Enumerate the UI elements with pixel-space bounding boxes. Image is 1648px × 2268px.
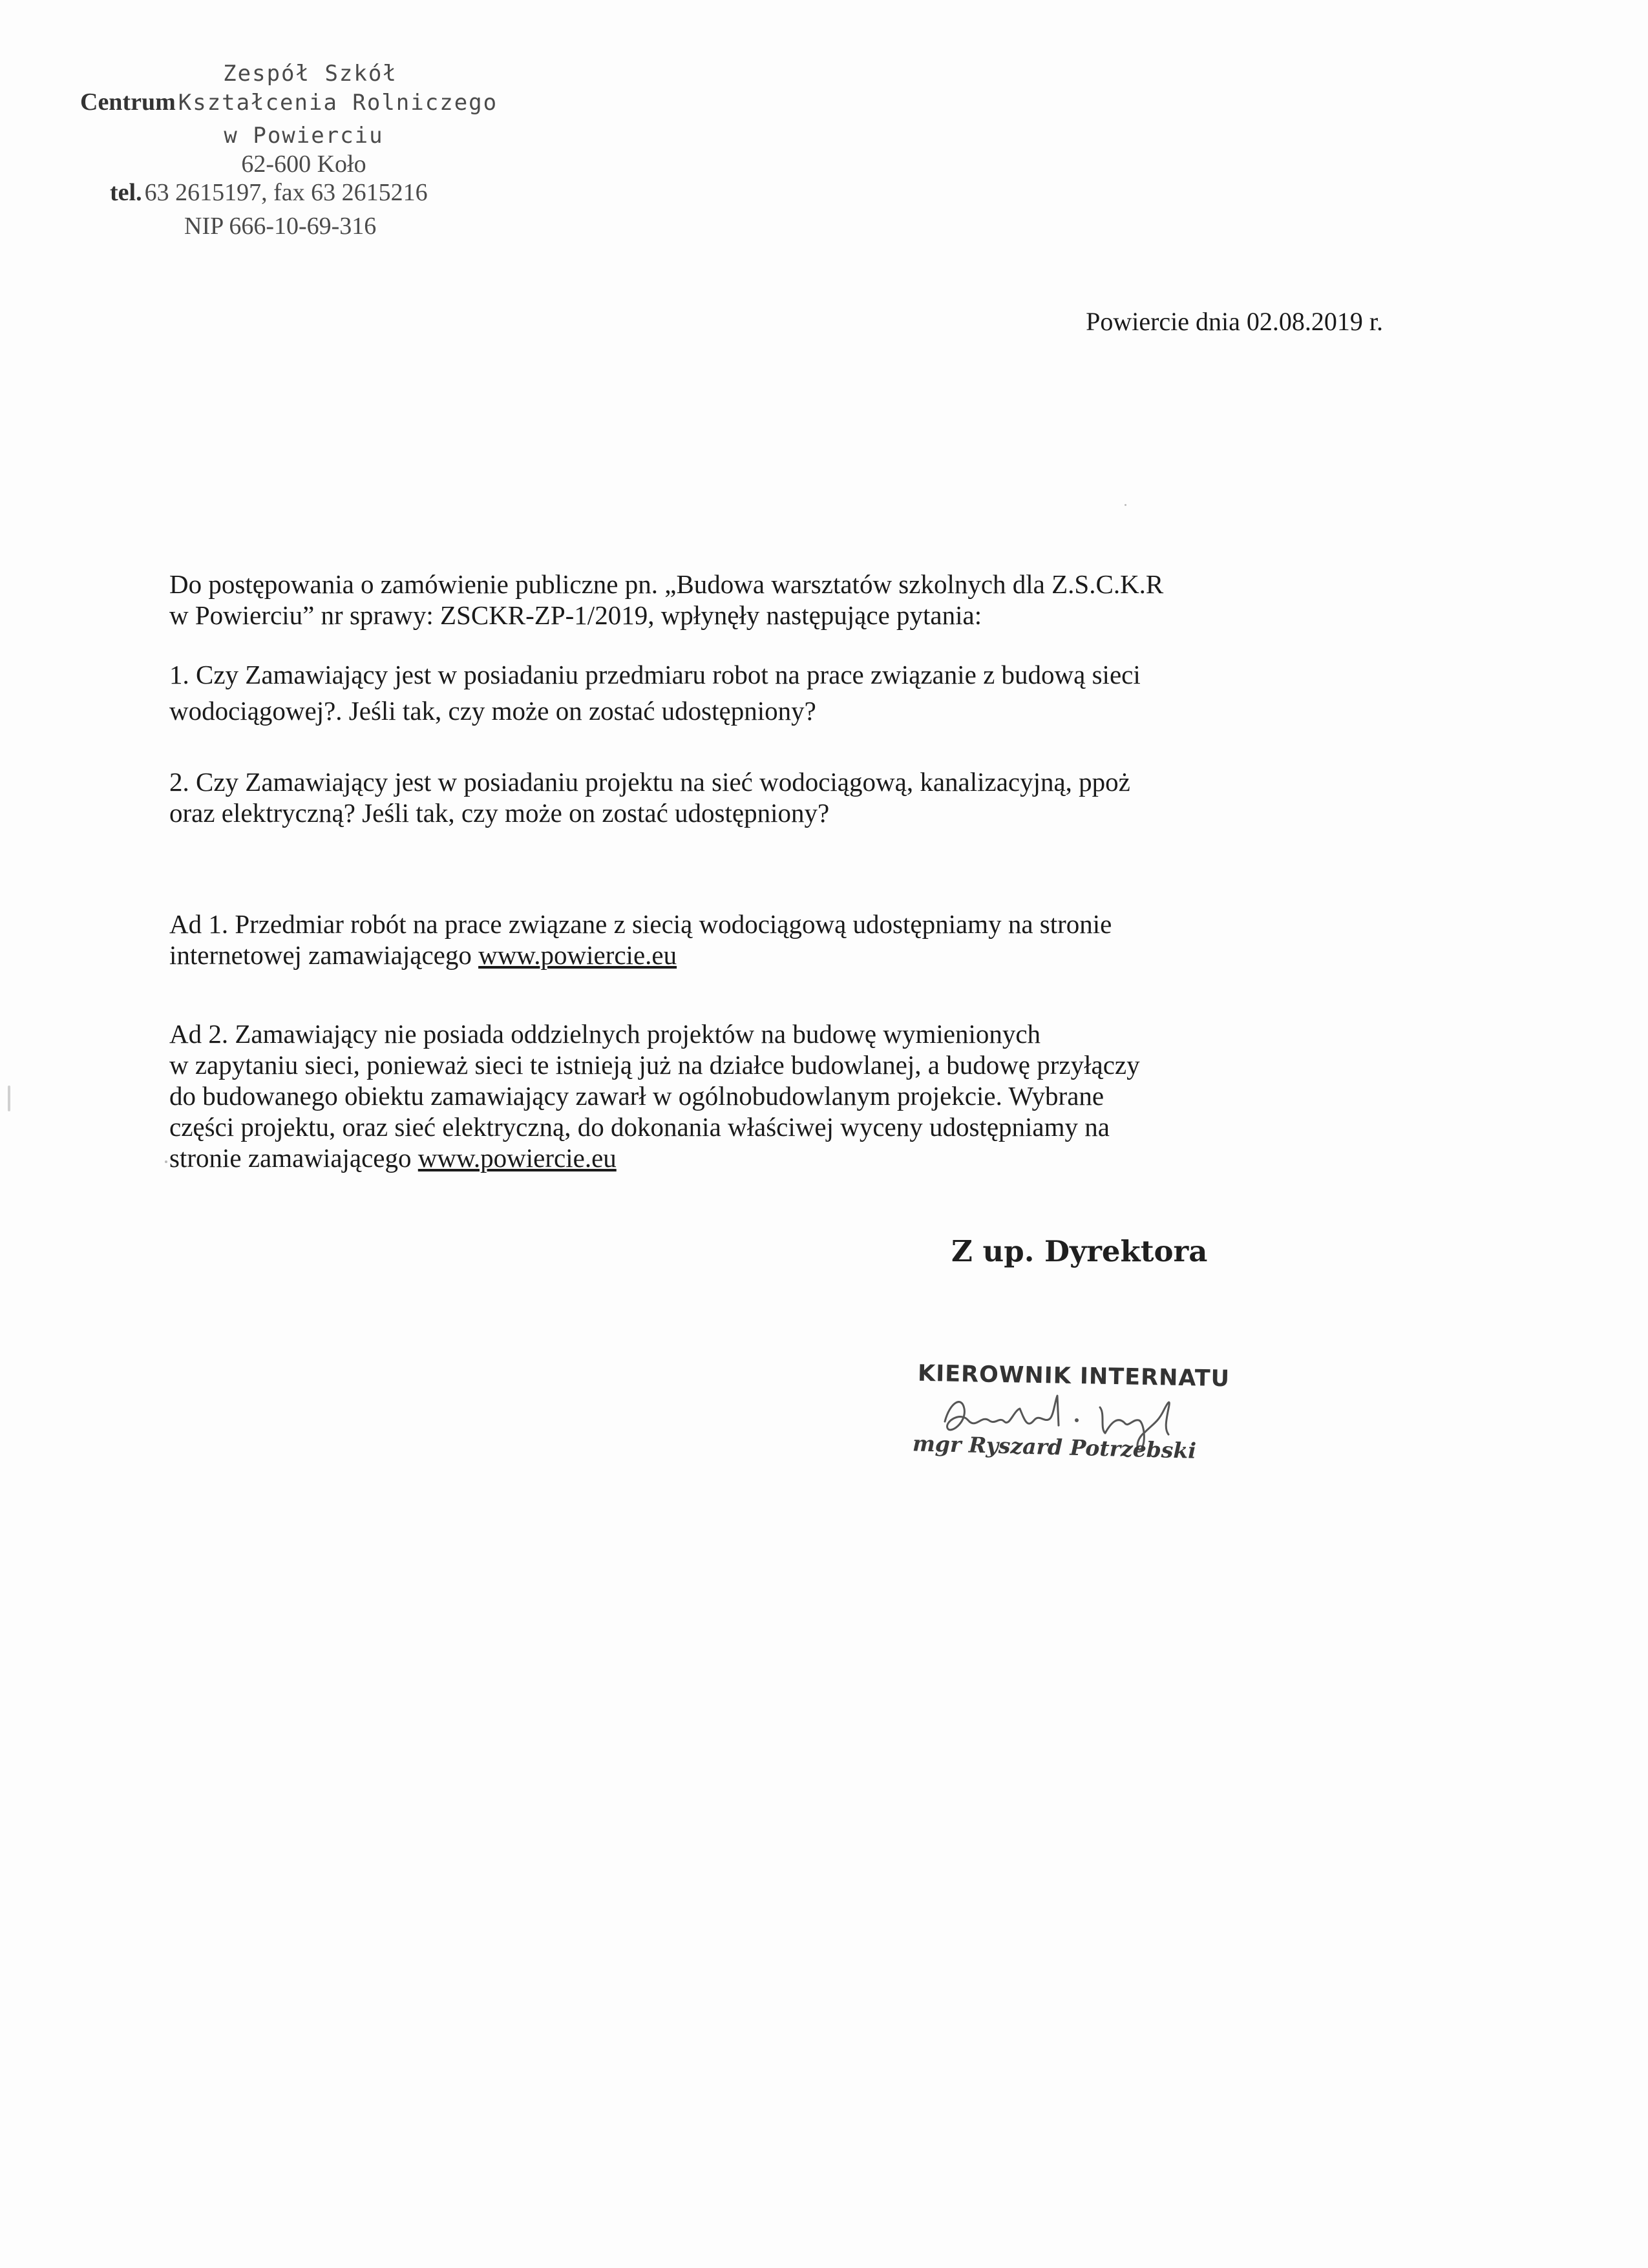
signature-title-stamp: KIEROWNIK INTERNATU (917, 1360, 1231, 1392)
answer-2-line-1: Ad 2. Zamawiający nie posiada oddzielnych projektów na budowę wymienionych (169, 1019, 1041, 1049)
answer-1-line-1: Ad 1. Przedmiar robót na prace związane z siecią wodociągową udostępniamy na stronie (169, 909, 1112, 939)
stamp-tel-label: tel. (110, 179, 142, 206)
answer-2-line-3: do budowanego obiektu zamawiający zawarł w ogólnobudowlanym projekcie. Wybrane (169, 1081, 1104, 1111)
intro-line-2: w Powierciu” nr sprawy: ZSCKR-ZP-1/2019, wpłynęły następujące pytania: (169, 600, 982, 630)
stamp-school-name: Zespół Szkół (223, 61, 397, 87)
answer-1-line-2: internetowej zamawiającego (169, 940, 479, 970)
question-1 (169, 656, 1397, 729)
answer-2-website-link[interactable]: www.powiercie.eu (417, 1143, 617, 1173)
question-2-line-1: 2. Czy Zamawiający jest w posiadaniu projektu na sieć wodociągową, kanalizacyjną, ppoż (169, 767, 1130, 797)
question-2 (169, 766, 1397, 828)
stamp-nip: NIP 666-10-69-316 (184, 213, 377, 240)
intro-line-1: Do postępowania o zamówienie publiczne pn. „Budowa warsztatów szkolnych dla Z.S.C.K.R (169, 569, 1164, 599)
signature-name-stamp: mgr Ryszard Potrzebski (912, 1431, 1197, 1464)
scan-speck (165, 1160, 167, 1163)
letterhead-stamp (71, 59, 536, 240)
answer-2-line-4: części projektu, oraz sieć elektryczną, do dokonania właściwej wyceny udostępniamy na (169, 1112, 1110, 1142)
stamp-centrum: Centrum (80, 89, 176, 116)
letter-body (169, 569, 1397, 1173)
scan-edge-mark (8, 1086, 10, 1111)
letter-date: Powiercie dnia 02.08.2019 r. (1086, 307, 1383, 336)
answer-1-website-link[interactable]: www.powiercie.eu (478, 940, 677, 970)
answer-2-line-5: stronie zamawiającego (169, 1143, 418, 1173)
answer-1 (169, 908, 1397, 971)
stamp-phone-fax: 63 2615197, fax 63 2615216 (144, 179, 428, 206)
answer-2 (169, 1018, 1397, 1173)
intro-paragraph (169, 569, 1397, 631)
question-1-line-1: 1. Czy Zamawiający jest w posiadaniu przedmiaru robot na prace związanie z budową sieci (169, 660, 1141, 689)
stamp-postal-code: 62-600 Koło (241, 151, 366, 178)
stamp-phone-line (71, 178, 536, 212)
stamp-center-line (71, 88, 536, 121)
question-1-line-2: wodociągowej?. Jeśli tak, czy może on zostać udostępniony? (169, 696, 816, 726)
answer-2-line-2: w zapytaniu sieci, ponieważ sieci te istnieją już na działce budowlanej, a budowę przyłączy (169, 1050, 1140, 1080)
stamp-center-name: Kształcenia Rolniczego (178, 90, 498, 116)
question-2-line-2: oraz elektryczną? Jeśli tak, czy może on zostać udostępniony? (169, 798, 830, 828)
stamp-location: w Powierciu (224, 123, 384, 149)
scan-speck (1125, 504, 1126, 506)
signoff-on-behalf: Z up. Dyrektora (951, 1234, 1208, 1268)
